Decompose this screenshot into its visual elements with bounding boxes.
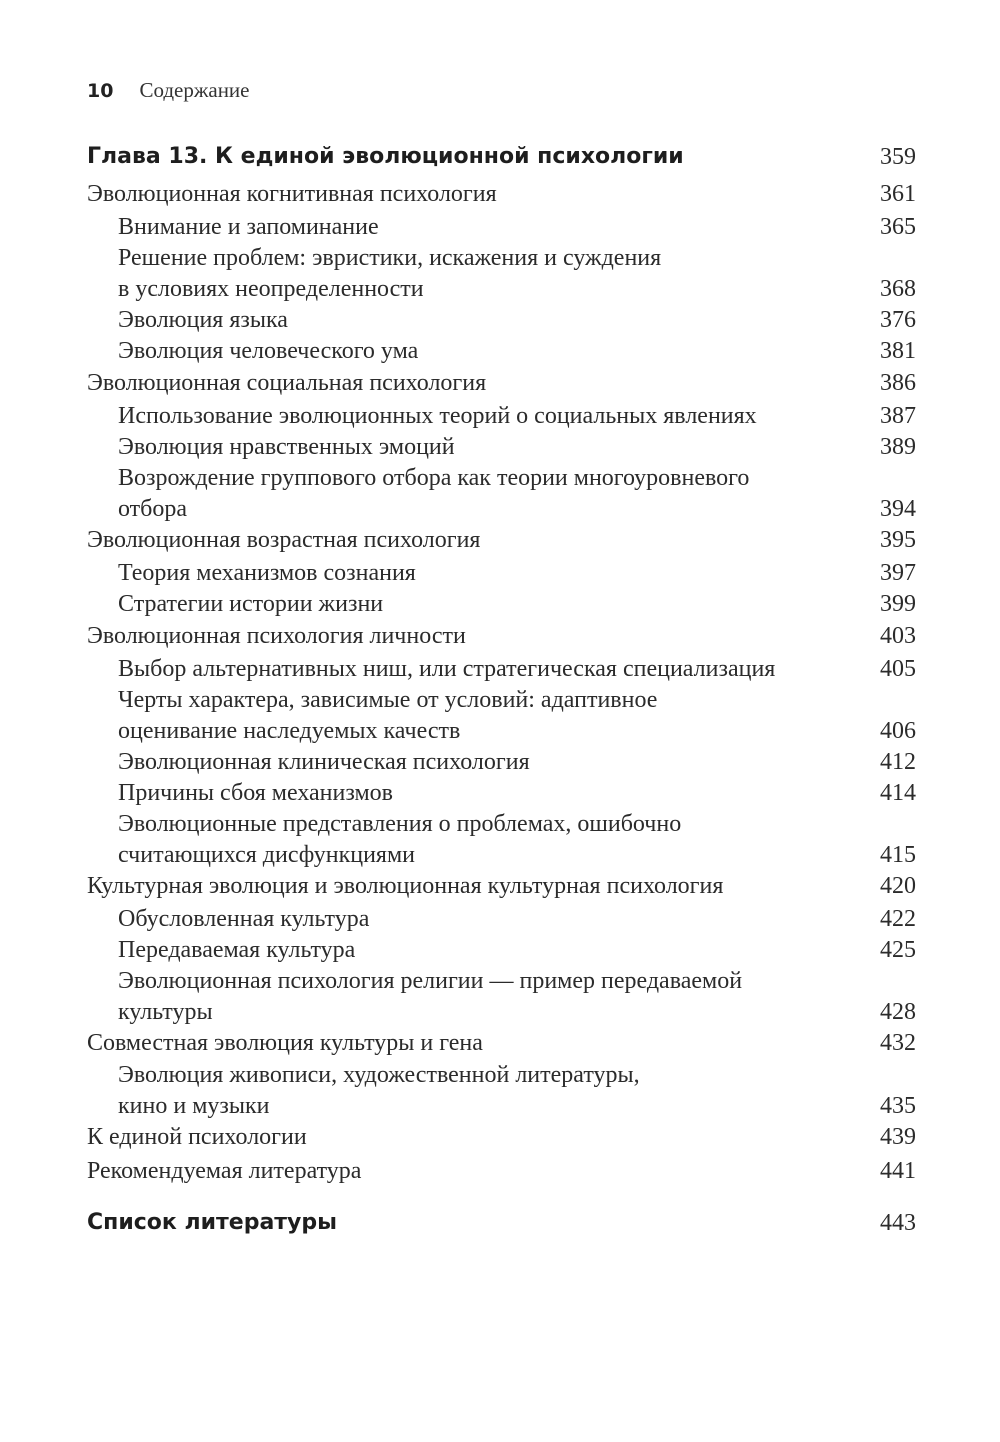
toc-entry — [0, 400, 1000, 432]
toc-entry-page: 415 — [880, 842, 916, 868]
toc-entry-page: 387 — [880, 403, 916, 429]
toc-entry-page: 432 — [880, 1030, 916, 1056]
toc-entry-title: Эволюционная психология личности — [87, 623, 466, 649]
toc-entry — [0, 1059, 1000, 1091]
toc-entry-title: Эволюционная социальная психология — [87, 370, 487, 396]
toc-entry — [0, 211, 1000, 243]
toc-entry-page: 376 — [880, 307, 916, 333]
toc-entry-title: Решение проблем: эвристики, искажения и суждения — [118, 245, 662, 271]
toc-entry-title: Глава 13. К единой эволюционной психологии — [87, 144, 684, 169]
toc-entry-page: 365 — [880, 214, 916, 240]
toc-chapter-entry — [0, 141, 1000, 173]
toc-entry — [0, 684, 1000, 716]
toc-entry-page: 403 — [880, 623, 916, 649]
toc-entry-title: в условиях неопределенности — [118, 276, 424, 302]
toc-entry — [0, 524, 1000, 556]
toc-entry-page: 420 — [880, 873, 916, 899]
toc-entry — [0, 557, 1000, 589]
toc-entry — [0, 870, 1000, 902]
toc-entry-page: 441 — [880, 1158, 916, 1184]
toc-entry-page: 439 — [880, 1124, 916, 1150]
toc-entry-title: Список литературы — [87, 1210, 338, 1235]
toc-entry — [0, 746, 1000, 778]
toc-entry-title: Причины сбоя механизмов — [118, 780, 394, 806]
toc-entry-page: 435 — [880, 1093, 916, 1119]
running-head-title: Содержание — [139, 78, 250, 102]
toc-entry-page: 425 — [880, 937, 916, 963]
toc-entry-page: 399 — [880, 591, 916, 617]
toc-entry-page: 405 — [880, 656, 916, 682]
toc-entry-title: Эволюционные представления о проблемах, ошибочно — [118, 811, 682, 837]
toc-entry — [0, 934, 1000, 966]
toc-entry — [0, 808, 1000, 840]
toc-entry-title: Эволюция языка — [118, 307, 288, 333]
page-number: 10 — [87, 80, 114, 102]
toc-entry-title: Совместная эволюция культуры и гена — [87, 1030, 483, 1056]
toc-entry-title: Эволюция человеческого ума — [118, 338, 419, 364]
toc-entry-page: 381 — [880, 338, 916, 364]
toc-entry-page: 361 — [880, 181, 916, 207]
toc-entry-title: Обусловленная культура — [118, 906, 370, 932]
toc-entry — [0, 839, 1000, 871]
toc-entry-page: 406 — [880, 718, 916, 744]
toc-entry-title: Рекомендуемая литература — [87, 1158, 362, 1184]
toc-entry — [0, 1027, 1000, 1059]
toc-entry-page: 394 — [880, 496, 916, 522]
toc-entry — [0, 903, 1000, 935]
toc-entry-title: Эволюционная возрастная психология — [87, 527, 481, 553]
toc-entry-title: Внимание и запоминание — [118, 214, 379, 240]
toc-entry-title: К единой психологии — [87, 1124, 307, 1150]
toc-entry-title: Эволюция нравственных эмоций — [118, 434, 455, 460]
toc-entry-title: считающихся дисфункциями — [118, 842, 415, 868]
toc-entry — [0, 242, 1000, 274]
toc-entry — [0, 493, 1000, 525]
toc-entry-title: кино и музыки — [118, 1093, 270, 1119]
toc-entry — [0, 431, 1000, 463]
running-header — [87, 78, 250, 103]
toc-entry-page: 386 — [880, 370, 916, 396]
toc-entry — [0, 1090, 1000, 1122]
toc-entry — [0, 620, 1000, 652]
toc-entry-page: 428 — [880, 999, 916, 1025]
toc-entry-page: 395 — [880, 527, 916, 553]
toc-entry-title: Передаваемая культура — [118, 937, 356, 963]
toc-entry-title: Выбор альтернативных ниш, или стратегическая специализация — [118, 656, 776, 682]
toc-entry-page: 389 — [880, 434, 916, 460]
toc-entry — [0, 588, 1000, 620]
toc-entry — [0, 996, 1000, 1028]
toc-entry — [0, 653, 1000, 685]
toc-entry-title: Эволюционная психология религии — пример передаваемой — [118, 968, 743, 994]
toc-entry — [0, 777, 1000, 809]
toc-entry — [0, 273, 1000, 305]
toc-entry-title: Возрождение группового отбора как теории многоуровневого — [118, 465, 750, 491]
toc-entry — [0, 367, 1000, 399]
toc-entry-page: 443 — [880, 1210, 916, 1236]
toc-entry-title: отбора — [118, 496, 188, 522]
toc-entry-page: 359 — [880, 144, 916, 170]
toc-bibliography-entry — [0, 1207, 1000, 1239]
toc-entry-title: Культурная эволюция и эволюционная культурная психология — [87, 873, 724, 899]
toc-entry — [0, 335, 1000, 367]
toc-entry-title: Эволюционная клиническая психология — [118, 749, 530, 775]
toc-entry — [0, 715, 1000, 747]
toc-entry — [0, 965, 1000, 997]
toc-entry-page: 414 — [880, 780, 916, 806]
toc-entry-title: Теория механизмов сознания — [118, 560, 416, 586]
toc-entry-title: Стратегии истории жизни — [118, 591, 384, 617]
toc-entry-title: Эволюционная когнитивная психология — [87, 181, 497, 207]
toc-entry-title: Эволюция живописи, художественной литературы, — [118, 1062, 640, 1088]
toc-entry — [0, 178, 1000, 210]
toc-entry-title: Черты характера, зависимые от условий: адаптивное — [118, 687, 658, 713]
toc-entry — [0, 462, 1000, 494]
toc-entry-title: оценивание наследуемых качеств — [118, 718, 461, 744]
toc-entry-page: 422 — [880, 906, 916, 932]
toc-entry — [0, 1155, 1000, 1187]
toc-entry — [0, 304, 1000, 336]
toc-entry — [0, 1121, 1000, 1153]
toc-entry-title: Использование эволюционных теорий о социальных явлениях — [118, 403, 757, 429]
toc-entry-title: культуры — [118, 999, 213, 1025]
toc-entry-page: 368 — [880, 276, 916, 302]
toc-entry-page: 412 — [880, 749, 916, 775]
toc-entry-page: 397 — [880, 560, 916, 586]
